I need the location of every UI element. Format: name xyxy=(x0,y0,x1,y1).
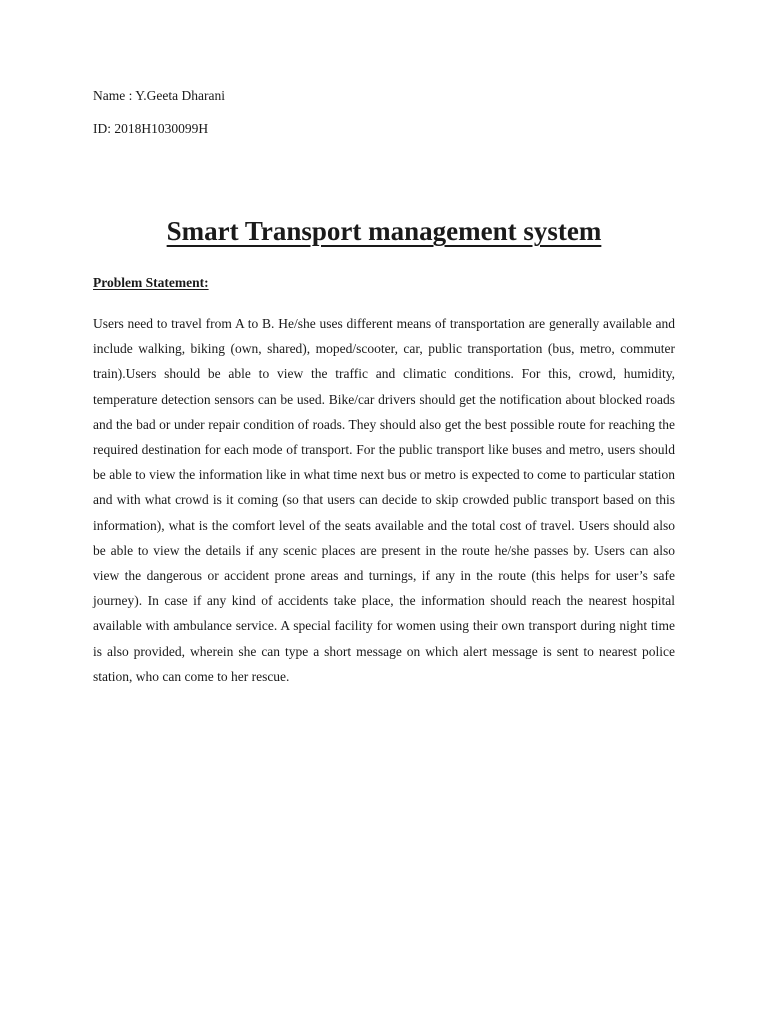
problem-statement-body: Users need to travel from A to B. He/she uses different means of transportation are generally available and include walking, biking (own, shared), moped/scooter, car, public transportation (bus, metro, commuter train).Users should be able to view the traffic and climatic conditions. For this, crowd, humidity, temperature detection sensors can be used. Bike/car drivers should get the notification about blocked roads and the bad or under repair condition of roads. They should also get the best possible route for reaching the required destination for each mode of transport. For the public transport like buses and metro, users should be able to view the information like in what time next bus or metro is expected to come to particular station and with what crowd is it coming (so that users can decide to skip crowded public transport based on this information), what is the comfort level of the seats available and the total cost of travel. Users should also be able to view the details if any scenic places are present in the route he/she passes by. Users can also view the dangerous or accident prone areas and turnings, if any in the route (this helps for user’s safe journey). In case if any kind of accidents take place, the information should reach the nearest hospital available with ambulance service. A special facility for women using their own transport during night time is also provided, wherein she can type a short message on which alert message is sent to nearest police station, who can come to her rescue. xyxy=(93,316,675,684)
document-title xyxy=(0,214,768,248)
author-name-line: Name : Y.Geeta Dharani xyxy=(93,88,225,103)
document-title-text: Smart Transport management system xyxy=(166,216,602,246)
author-id-line: ID: 2018H1030099H xyxy=(93,121,209,136)
problem-statement-heading: Problem Statement: xyxy=(93,275,209,290)
